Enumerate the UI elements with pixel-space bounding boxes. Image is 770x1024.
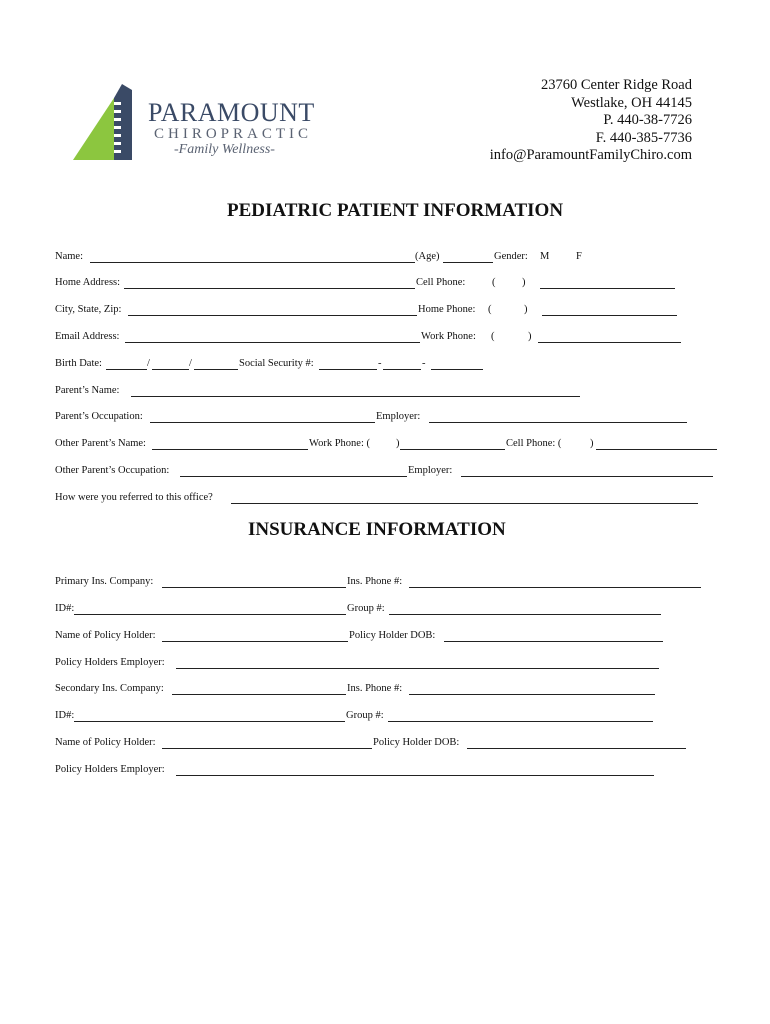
other-work-phone-field[interactable] xyxy=(400,449,505,450)
paren-close: ) xyxy=(396,438,400,449)
parents-employer-field[interactable] xyxy=(429,422,687,423)
label-employer: Employer: xyxy=(376,411,421,422)
label-other-parents-name: Other Parent’s Name: xyxy=(55,438,146,449)
ssn-part2-field[interactable] xyxy=(383,369,421,370)
gender-m-option[interactable]: M xyxy=(540,251,550,262)
date-slash: / xyxy=(147,358,150,369)
label-ins-phone: Ins. Phone #: xyxy=(347,683,403,694)
primary-policy-holder-dob-field[interactable] xyxy=(444,641,663,642)
birth-year-field[interactable] xyxy=(194,369,238,370)
brand-tagline: -Family Wellness- xyxy=(174,142,275,157)
email-field[interactable] xyxy=(125,342,420,343)
office-address xyxy=(462,77,692,165)
secondary-group-field[interactable] xyxy=(388,721,653,722)
label-policy-holders-employer: Policy Holders Employer: xyxy=(55,764,165,775)
home-address-field[interactable] xyxy=(124,288,415,289)
label-policy-holder: Name of Policy Holder: xyxy=(55,630,156,641)
secondary-ins-phone-field[interactable] xyxy=(409,694,655,695)
primary-company-field[interactable] xyxy=(162,587,346,588)
insurance-section-title: INSURANCE INFORMATION xyxy=(248,519,506,540)
secondary-holders-employer-field[interactable] xyxy=(176,775,654,776)
paren-open: ( xyxy=(492,277,496,288)
label-email: Email Address: xyxy=(55,331,120,342)
label-employer: Employer: xyxy=(408,465,453,476)
other-parents-occupation-field[interactable] xyxy=(180,476,407,477)
cell-phone-field[interactable] xyxy=(540,288,675,289)
paren-close: ) xyxy=(590,438,594,449)
home-phone-field[interactable] xyxy=(542,315,677,316)
row-secondary-insurance xyxy=(55,683,715,697)
row-secondary-policy-holder xyxy=(55,737,715,751)
other-parents-employer-field[interactable] xyxy=(461,476,713,477)
label-home-phone: Home Phone: xyxy=(418,304,476,315)
secondary-company-field[interactable] xyxy=(172,694,346,695)
patient-section-title: PEDIATRIC PATIENT INFORMATION xyxy=(227,200,564,221)
parents-name-field[interactable] xyxy=(131,396,580,397)
row-other-parents-occupation xyxy=(55,465,720,479)
label-name: Name: xyxy=(55,251,83,262)
birth-month-field[interactable] xyxy=(106,369,147,370)
primary-id-field[interactable] xyxy=(74,614,346,615)
ssn-dash: - xyxy=(378,358,382,369)
label-city-state-zip: City, State, Zip: xyxy=(55,304,122,315)
row-secondary-id xyxy=(55,710,715,724)
address-email: info@ParamountFamilyChiro.com xyxy=(489,147,692,163)
row-secondary-holders-employer xyxy=(55,764,715,778)
ssn-dash: - xyxy=(422,358,426,369)
row-primary-id xyxy=(55,603,715,617)
row-birth-date xyxy=(55,358,715,372)
label-ssn: Social Security #: xyxy=(239,358,314,369)
paramount-logo xyxy=(70,80,320,168)
label-id: ID#: xyxy=(55,603,75,614)
row-primary-policy-holder xyxy=(55,630,715,644)
city-state-zip-field[interactable] xyxy=(128,315,417,316)
paren-close: ) xyxy=(522,277,526,288)
work-phone-field[interactable] xyxy=(538,342,681,343)
label-other-work-phone: Work Phone: ( xyxy=(309,438,370,449)
label-parents-occupation: Parent’s Occupation: xyxy=(55,411,143,422)
paren-open: ( xyxy=(491,331,495,342)
label-gender: Gender: xyxy=(494,251,528,262)
label-parents-name: Parent’s Name: xyxy=(55,385,120,396)
ssn-part3-field[interactable] xyxy=(431,369,483,370)
secondary-policy-holder-dob-field[interactable] xyxy=(467,748,686,749)
label-primary-company: Primary Ins. Company: xyxy=(55,576,154,587)
label-home-address: Home Address: xyxy=(55,277,121,288)
row-parents-name xyxy=(55,385,715,399)
primary-policy-holder-field[interactable] xyxy=(162,641,348,642)
address-city: Westlake, OH 44145 xyxy=(571,94,692,111)
label-work-phone: Work Phone: xyxy=(421,331,476,342)
address-fax: F. 440-385-7736 xyxy=(595,129,692,146)
paren-open: ( xyxy=(488,304,492,315)
row-home-address xyxy=(55,277,715,291)
brand-name: PARAMOUNT xyxy=(148,98,315,127)
label-policy-holders-employer: Policy Holders Employer: xyxy=(55,657,165,668)
row-city xyxy=(55,304,715,318)
label-policy-holder-dob: Policy Holder DOB: xyxy=(349,630,436,641)
other-parents-name-field[interactable] xyxy=(152,449,308,450)
ssn-part1-field[interactable] xyxy=(319,369,377,370)
primary-holders-employer-field[interactable] xyxy=(176,668,659,669)
label-group: Group #: xyxy=(347,603,385,614)
other-cell-phone-field[interactable] xyxy=(596,449,717,450)
row-primary-holders-employer xyxy=(55,657,715,671)
label-cell-phone: Cell Phone: xyxy=(416,277,466,288)
primary-group-field[interactable] xyxy=(389,614,661,615)
row-parents-occupation xyxy=(55,411,715,425)
address-phone: P. 440-38-7726 xyxy=(603,112,692,128)
row-name xyxy=(55,251,715,265)
address-street: 23760 Center Ridge Road xyxy=(540,77,692,93)
row-referral xyxy=(55,492,715,506)
label-other-cell-phone: Cell Phone: ( xyxy=(506,438,562,449)
label-secondary-company: Secondary Ins. Company: xyxy=(55,683,164,694)
name-field[interactable] xyxy=(90,262,415,263)
paren-close: ) xyxy=(524,304,528,315)
row-primary-insurance xyxy=(55,576,715,590)
secondary-policy-holder-field[interactable] xyxy=(162,748,372,749)
referral-field[interactable] xyxy=(231,503,698,504)
label-policy-holder-dob: Policy Holder DOB: xyxy=(373,737,460,748)
label-birth-date: Birth Date: xyxy=(55,358,102,369)
label-ins-phone: Ins. Phone #: xyxy=(347,576,403,587)
label-referred: How were you referred to this office? xyxy=(55,492,213,503)
label-age: (Age) xyxy=(415,251,440,262)
birth-day-field[interactable] xyxy=(152,369,189,370)
row-other-parents-name xyxy=(55,438,720,452)
secondary-id-field[interactable] xyxy=(74,721,345,722)
primary-ins-phone-field[interactable] xyxy=(409,587,701,588)
label-policy-holder: Name of Policy Holder: xyxy=(55,737,156,748)
label-id: ID#: xyxy=(55,710,75,721)
gender-f-option[interactable]: F xyxy=(576,251,582,262)
label-other-parents-occupation: Other Parent’s Occupation: xyxy=(55,465,170,476)
label-group: Group #: xyxy=(346,710,384,721)
row-email xyxy=(55,331,715,345)
brand-subtitle: CHIROPRACTIC xyxy=(154,126,313,142)
paren-close: ) xyxy=(528,331,532,342)
age-field[interactable] xyxy=(443,262,493,263)
date-slash: / xyxy=(189,358,192,369)
parents-occupation-field[interactable] xyxy=(150,422,375,423)
spine-logo-icon xyxy=(70,80,160,168)
